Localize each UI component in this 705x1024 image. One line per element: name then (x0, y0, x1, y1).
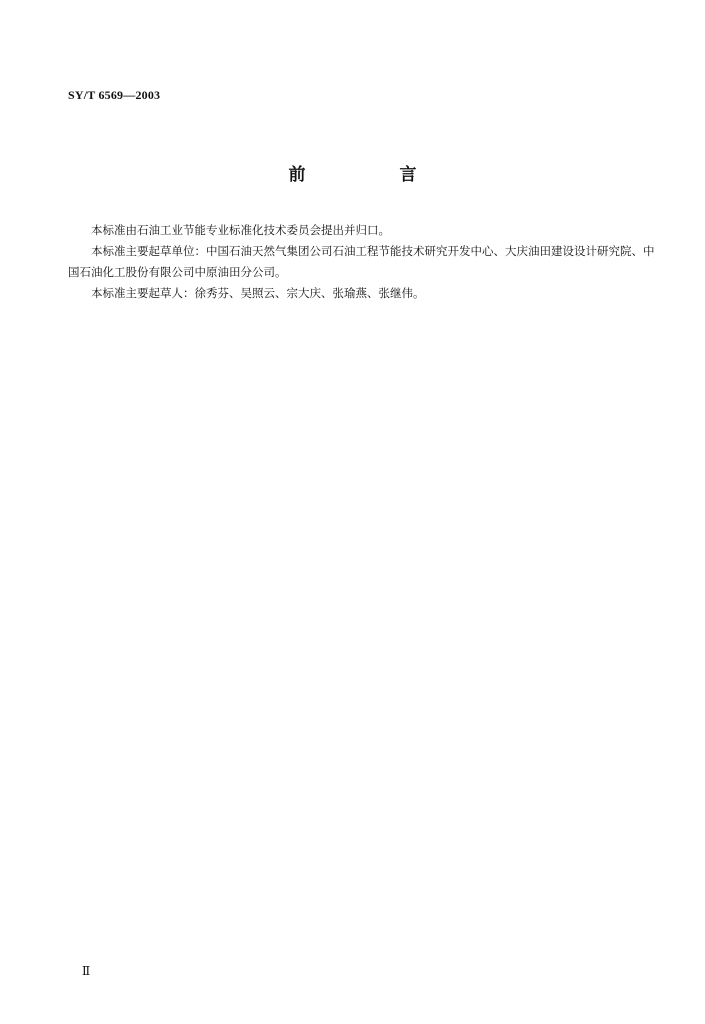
foreword-body (68, 220, 658, 304)
page-title: 前 言 (288, 165, 461, 185)
paragraph-drafting-units: 本标准主要起草单位：中国石油天然气集团公司石油工程节能技术研究开发中心、大庆油田建设设计研究院、中国石油化工股份有限公司中原油田分公司。 (68, 244, 655, 279)
paragraph-proposer: 本标准由石油工业节能专业标准化技术委员会提出并归口。 (91, 223, 390, 237)
page-number: Ⅱ (82, 964, 91, 978)
paragraph-drafters: 本标准主要起草人：徐秀芬、吴照云、宗大庆、张瑜燕、张继伟。 (91, 286, 425, 300)
standard-code: SY/T 6569—2003 (68, 88, 161, 102)
